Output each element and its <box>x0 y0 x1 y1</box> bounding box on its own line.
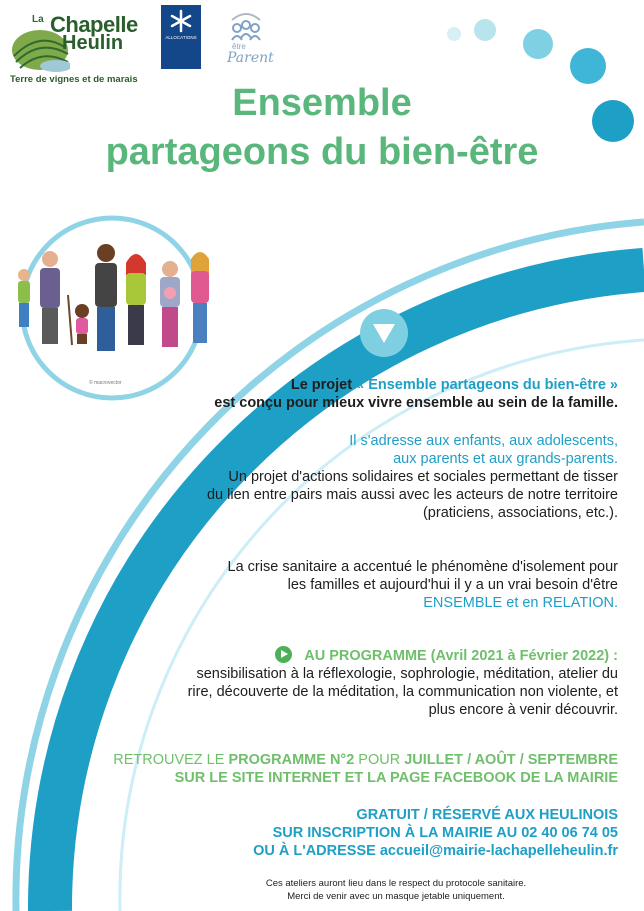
project-description <box>78 468 618 522</box>
crisis-line1: La crise sanitaire a accentué le phénomène d'isolement pour <box>227 559 618 575</box>
logo-etre: être <box>232 42 246 51</box>
logo-tagline: Terre de vignes et de marais <box>10 74 138 85</box>
play-icon <box>275 646 292 663</box>
page-title-line1: Ensemble <box>232 82 412 124</box>
crisis-line2: les familles et aujourd'hui il y a un vrai besoin d'être <box>287 577 618 593</box>
retrouvez-line2: SUR LE SITE INTERNET ET LA PAGE FACEBOOK DE LA MAIRIE <box>174 770 618 786</box>
programme-heading: AU PROGRAMME (Avril 2021 à Février 2022) : <box>304 648 618 664</box>
inscription-block <box>58 806 618 860</box>
caf-line4: Atlantique <box>170 90 191 95</box>
programme-line1: sensibilisation à la réflexologie, sophrologie, méditation, atelier du <box>196 666 618 682</box>
project-desc-line2: du lien entre pairs mais aussi avec les acteurs de notre territoire <box>206 487 618 503</box>
caf-line3: de Loire- <box>172 85 190 90</box>
footer-line1: Ces ateliers auront lieu dans le respect du protocole sanitaire. <box>265 878 527 889</box>
logo-caf <box>161 5 201 95</box>
audience-block <box>118 432 618 468</box>
audience-line1: Il s'adresse aux enfants, aux adolescents, <box>349 433 618 449</box>
inscription-line3: OU À L'ADRESSE accueil@mairie-lachapelleheulin.fr <box>253 843 618 859</box>
arrow-down-icon <box>360 309 408 357</box>
decor-dot <box>523 29 553 59</box>
snowflake-icon <box>169 9 193 33</box>
inscription-line2: SUR INSCRIPTION À LA MAIRIE AU 02 40 06 74 05 <box>272 825 618 841</box>
retrouvez-p3: POUR <box>354 752 405 768</box>
audience-line2: aux parents et aux grands-parents. <box>393 451 618 467</box>
footer-line2: Merci de venir avec un masque jetable uniquement. <box>287 891 505 902</box>
caf-name: Caf <box>175 78 187 85</box>
logo-la: La <box>32 14 44 25</box>
retrouvez-months: JUILLET / AOÛT / SEPTEMBRE <box>404 752 618 768</box>
programme-block <box>58 646 618 719</box>
decor-dot <box>474 19 496 41</box>
family-figures-icon <box>228 8 264 42</box>
intro-block <box>118 376 618 412</box>
crisis-block <box>78 558 618 612</box>
project-name: « Ensemble partageons du bien-être » <box>356 377 618 393</box>
family-illustration <box>10 215 214 401</box>
programme-line3: plus encore à venir découvrir. <box>428 702 618 718</box>
decor-dot <box>570 48 606 84</box>
intro-prefix: Le projet <box>290 377 357 393</box>
project-desc-line3: (praticiens, associations, etc.). <box>422 505 618 521</box>
crisis-emphasis: ENSEMBLE et en RELATION. <box>423 595 618 611</box>
photo-credit: © macrovector <box>89 380 122 386</box>
programme-number: PROGRAMME N°2 <box>228 752 355 768</box>
project-desc-line1: Un projet d'actions solidaires et sociales permettant de tisser <box>228 469 618 485</box>
footer-note <box>220 877 572 903</box>
programme-line2: rire, découverte de la méditation, la communication non violente, et <box>187 684 618 700</box>
intro-line2: est conçu pour mieux vivre ensemble au sein de la famille. <box>214 395 618 411</box>
caf-line1: ALLOCATIONS <box>165 35 197 40</box>
logo-etre-parent <box>222 8 274 68</box>
logo-chapelle-heulin <box>10 8 138 88</box>
page-title-line2: partageons du bien-être <box>105 131 539 173</box>
caf-line2: FAMILIALES <box>168 70 194 75</box>
logo-name-line1: Chapelle <box>50 12 138 37</box>
retrouvez-block <box>18 751 618 787</box>
logo-name-line2: Heulin <box>62 32 124 54</box>
logo-parent: Parent <box>227 50 274 66</box>
inscription-line1: GRATUIT / RÉSERVÉ AUX HEULINOIS <box>356 807 618 823</box>
retrouvez-p1: RETROUVEZ LE <box>113 752 229 768</box>
decor-dot <box>447 27 461 41</box>
